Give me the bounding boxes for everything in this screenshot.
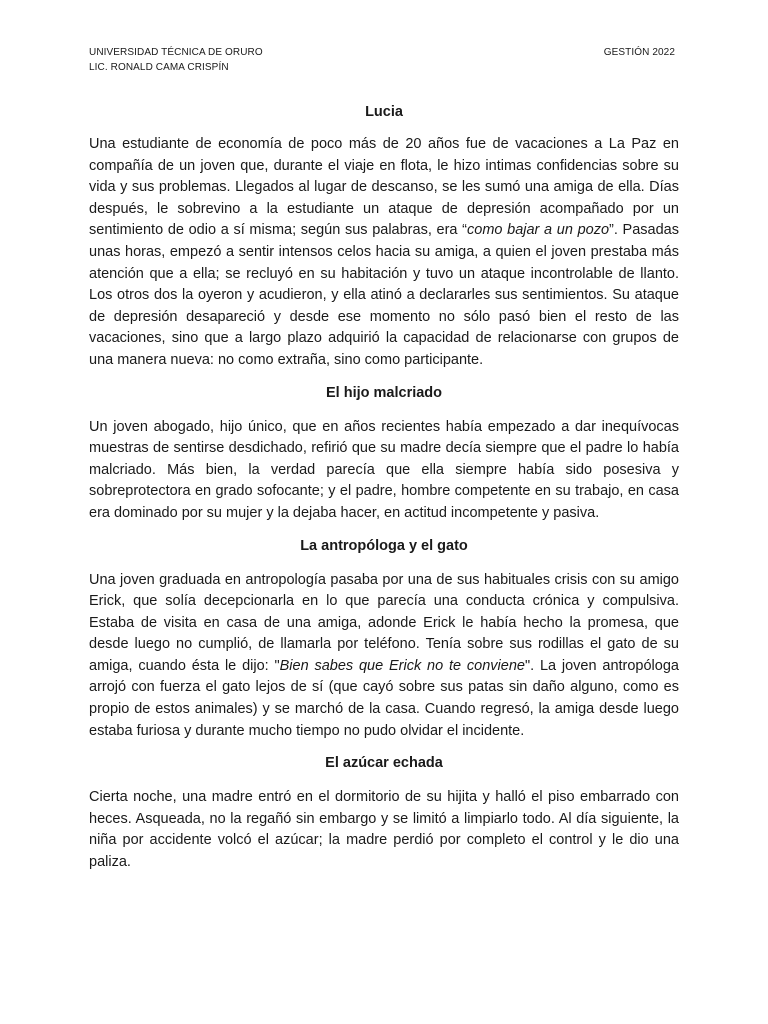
- section-body-text: ”. Pasadas unas horas, empezó a sentir intensos celos hacia su amiga, a quien el joven prestaba más atención que a ella; se recluyó en su habitación y tuvo un ataque incontrolable de llanto. Los otros dos la oyeron y acudieron, y ella atinó a declararles sus sentimientos. Su ataque de depresión desapareció y desde ese momento no sólo pasó bien el resto de las vacaciones, sino que a largo plazo adquirió la capacidad de relacionarse con grupos de una manera nueva: no como extraña, sino como participante.: [89, 222, 679, 368]
- header-right: [604, 45, 675, 60]
- section-body-text: ". La joven antropóloga arrojó con fuerza el gato lejos de sí (que cayó sobre sus patas sin daño alguno, como es propio de estos animales) y se marchó de la casa. Cuando regresó, la amiga desde luego estaba furiosa y durante mucho tiempo no pudo olvidar el incidente.: [89, 657, 679, 739]
- section-body-text: Una joven graduada en antropología pasaba por una de sus habituales crisis con su amigo Erick, que solía decepcionarla en lo que parecía una conducta crónica y compulsiva. Estaba de visita en casa de una amiga, adonde Erick le había hecho la promesa, que desde luego no cumplió, de llamarla por teléfono. Tenía sobre sus rodillas el gato de su amiga, cuando ésta le dijo: ": [89, 571, 679, 674]
- section-title-antropologa: La antropóloga y el gato: [300, 537, 468, 554]
- university-name: UNIVERSIDAD TÉCNICA DE ORURO: [89, 47, 263, 58]
- section-title-hijo-malcriado: El hijo malcriado: [325, 384, 443, 401]
- section-body-italic: Bien sabes que Erick no te conviene: [279, 657, 525, 674]
- document-content: [89, 102, 679, 874]
- section-body-hijo-malcriado: Un joven abogado, hijo único, que en años recientes había empezado a dar inequívocas muestras de sentirse desdichado, refirió que su madre decía siempre que el padre lo había malcriado. Más bien, la verdad parecía que ella siempre había sido posesiva y sobreprotectora en grado sofocante; y el padre, hombre competente en su trabajo, en casa era dominado por su mujer y la dejaba hacer, en actitud incompetente y pasiva.: [89, 418, 679, 521]
- section-body-lucia: [89, 134, 679, 372]
- management-year: GESTIÓN 2022: [603, 47, 675, 58]
- section-body-text: Una estudiante de economía de poco más de 20 años fue de vacaciones a La Paz en compañía de un joven que, durante el viaje en flota, le hizo intimas confidencias sobre su vida y sus problemas. Llegados al lugar de descanso, se les sumó una amiga de ella. Días después, le sobrevino a la estudiante un ataque de depresión acompañado por un sentimiento de odio a sí misma; según sus palabras, era “: [89, 136, 679, 239]
- header-left: [89, 45, 263, 75]
- author-name: LIC. RONALD CAMA CRISPÍN: [89, 62, 229, 73]
- section-body-azucar-echada: Cierta noche, una madre entró en el dormitorio de su hijita y halló el piso embarrado con heces. Asqueada, no la regañó sin embargo y se limitó a limpiarlo todo. Al día siguiente, la niña por accidente volcó el azúcar; la madre perdió por completo el control y le dio una paliza.: [89, 789, 679, 871]
- section-body-italic: como bajar a un pozo: [467, 222, 610, 239]
- section-body-antropologa: [89, 570, 679, 743]
- section-title-lucia: Lucia: [365, 104, 403, 120]
- section-title-azucar-echada: El azúcar echada: [325, 755, 443, 772]
